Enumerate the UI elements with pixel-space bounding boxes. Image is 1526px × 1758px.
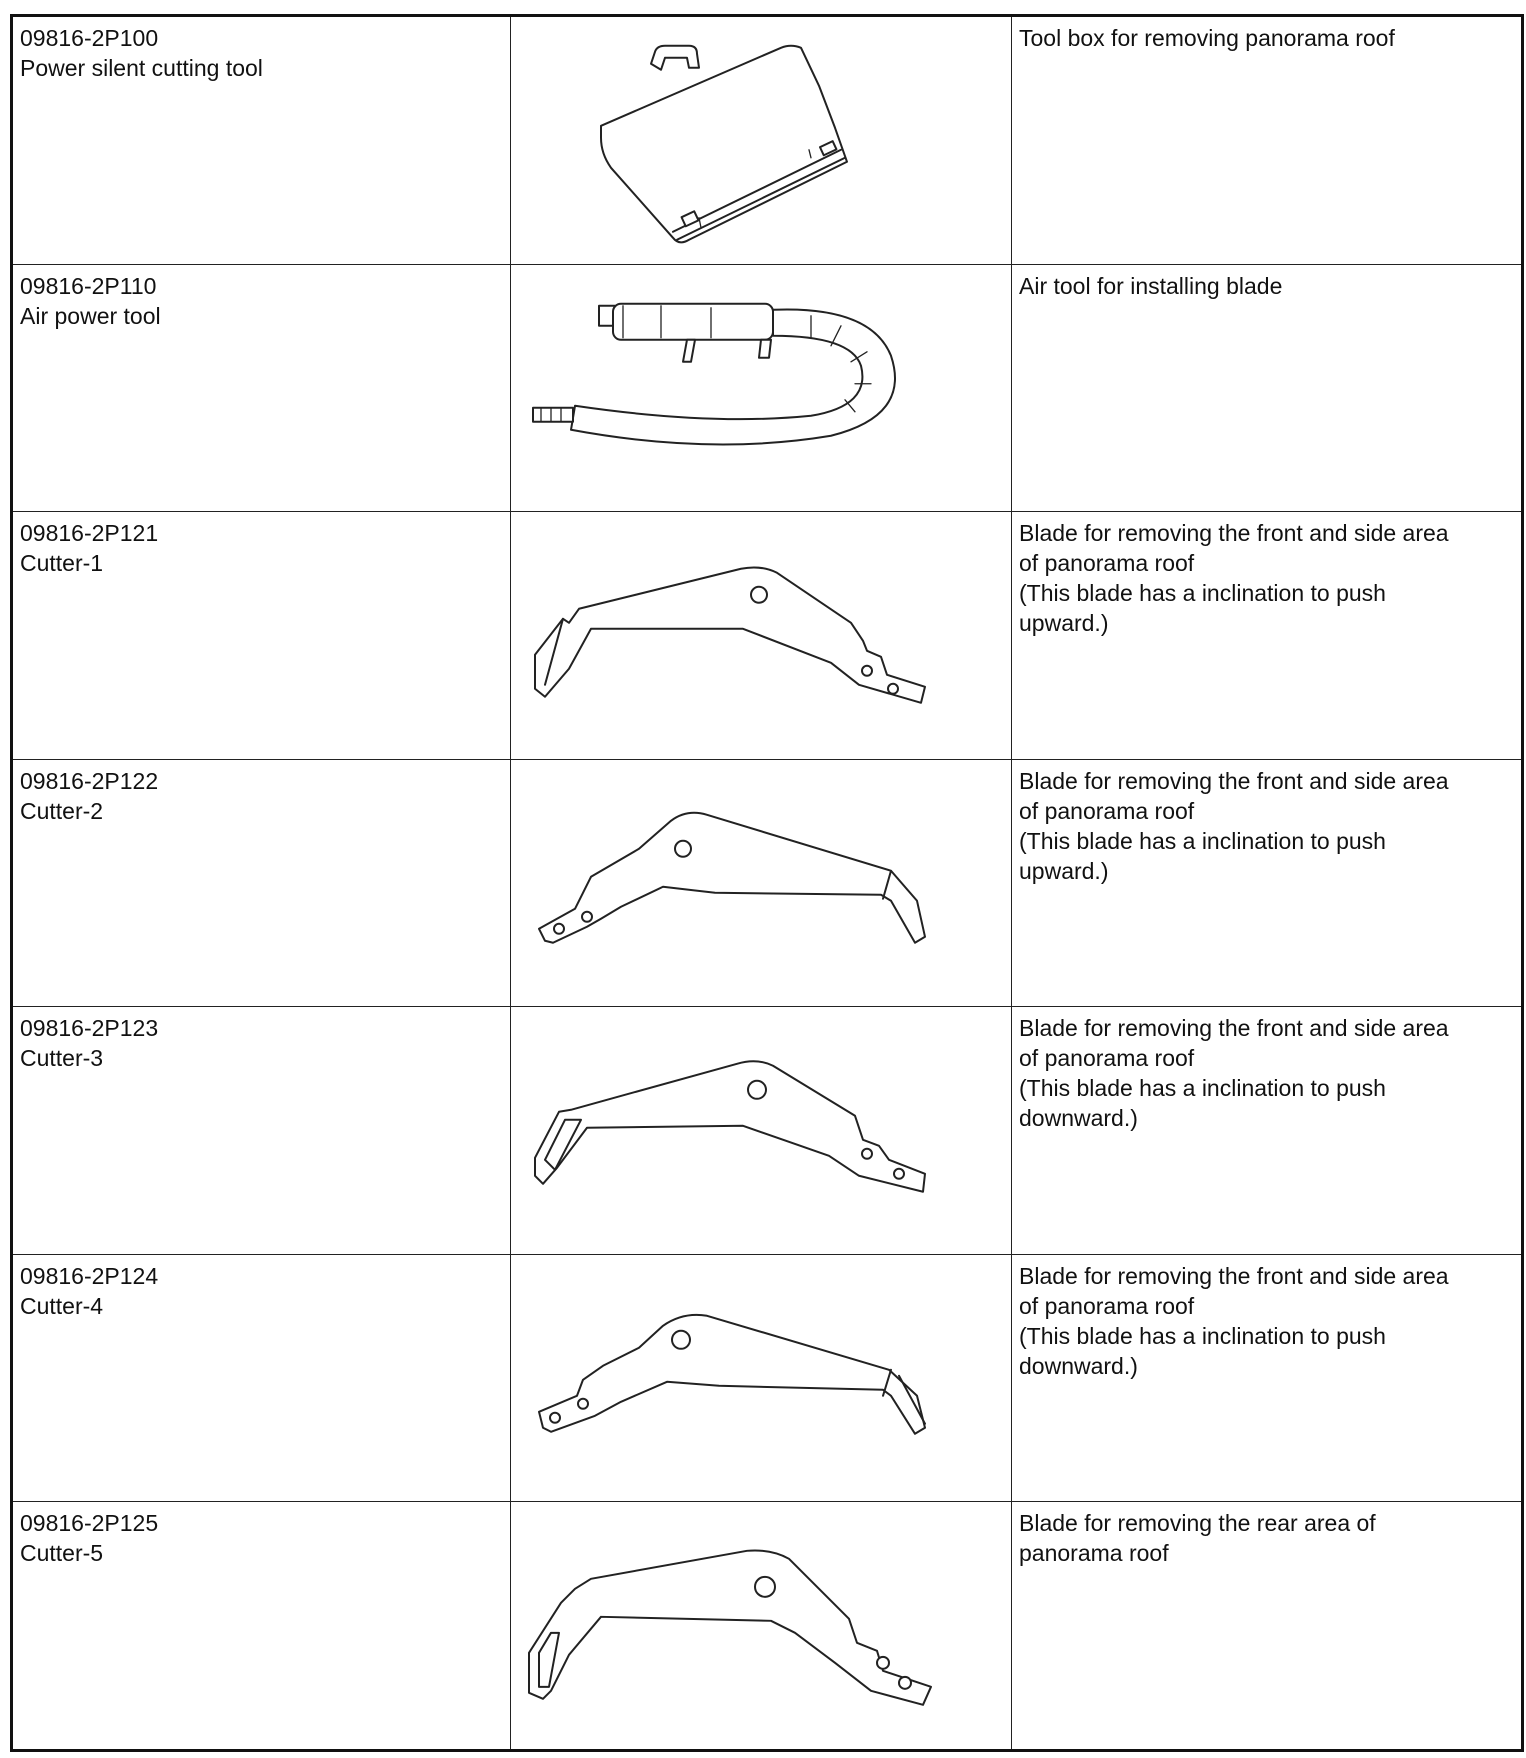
cutter-blade-illustration: [511, 512, 1011, 759]
tool-description-cell: [1012, 1502, 1523, 1751]
tool-code: 09816-2P121: [20, 520, 159, 547]
description-line: Blade for removing the front and side area: [1019, 1015, 1449, 1042]
description-line: Blade for removing the front and side area: [1019, 1262, 1449, 1289]
tool-id-cell: [12, 1254, 511, 1502]
tool-code: 09816-2P125: [20, 1510, 159, 1537]
description-line: of panorama roof: [1019, 1045, 1195, 1072]
description-line: of panorama roof: [1019, 550, 1195, 577]
tool-image-cell: [511, 512, 1012, 760]
description-line: Blade for removing the front and side area: [1019, 767, 1449, 794]
table-row: [12, 759, 1523, 1007]
description-line: Blade for removing the rear area of: [1019, 1510, 1376, 1537]
tool-image-cell: [511, 1007, 1012, 1255]
table-row: [12, 264, 1523, 512]
table-row: [12, 1254, 1523, 1502]
description-line: (This blade has a inclination to push: [1019, 580, 1386, 607]
tool-name: Air power tool: [20, 302, 161, 329]
description-line: (This blade has a inclination to push: [1019, 1322, 1386, 1349]
description-line: of panorama roof: [1019, 797, 1195, 824]
table-row: [12, 1502, 1523, 1751]
description-line: Blade for removing the front and side area: [1019, 520, 1449, 547]
tool-code: 09816-2P110: [20, 272, 157, 299]
tool-image-cell: [511, 16, 1012, 265]
description-line: downward.): [1019, 1352, 1138, 1379]
tool-image-cell: [511, 264, 1012, 512]
tool-description-cell: [1012, 512, 1523, 760]
tool-id-cell: [12, 264, 511, 512]
tool-description-cell: [1012, 264, 1523, 512]
cutter-blade-illustration: [511, 1007, 1011, 1254]
cutter-blade-illustration: [511, 1255, 1011, 1502]
tool-name: Cutter-1: [20, 550, 104, 577]
tool-image-cell: [511, 1254, 1012, 1502]
tool-description-cell: [1012, 1007, 1523, 1255]
table-row: [12, 1007, 1523, 1255]
description-line: upward.): [1019, 857, 1109, 884]
tool-name: Cutter-2: [20, 797, 104, 824]
air-power-tool-illustration: [511, 265, 1011, 512]
special-tools-table: [10, 14, 1524, 1752]
tool-id-cell: [12, 1007, 511, 1255]
tool-name: Cutter-4: [20, 1292, 104, 1319]
description-line: downward.): [1019, 1105, 1138, 1132]
description-line: upward.): [1019, 610, 1109, 637]
tool-code: 09816-2P100: [20, 25, 159, 51]
tool-image-cell: [511, 1502, 1012, 1751]
tool-description-cell: [1012, 1254, 1523, 1502]
tool-id-cell: [12, 512, 511, 760]
cutter-blade-illustration: [511, 760, 1011, 1007]
table-row: [12, 16, 1523, 265]
tool-description-cell: [1012, 759, 1523, 1007]
description-line: Air tool for installing blade: [1019, 272, 1283, 299]
tool-name: Cutter-3: [20, 1045, 104, 1072]
description-line: Tool box for removing panorama roof: [1019, 25, 1395, 51]
tool-code: 09816-2P122: [20, 767, 159, 794]
description-line: (This blade has a inclination to push: [1019, 1075, 1386, 1102]
cutter-blade-illustration: [511, 1502, 1011, 1749]
tool-name: Cutter-5: [20, 1540, 104, 1567]
tool-code: 09816-2P123: [20, 1015, 159, 1042]
table-row: [12, 512, 1523, 760]
description-line: (This blade has a inclination to push: [1019, 827, 1386, 854]
description-line: panorama roof: [1019, 1540, 1169, 1567]
tool-id-cell: [12, 16, 511, 265]
tool-description-cell: [1012, 16, 1523, 265]
description-line: of panorama roof: [1019, 1292, 1195, 1319]
tool-box-illustration: [511, 17, 1011, 264]
tool-id-cell: [12, 759, 511, 1007]
tool-code: 09816-2P124: [20, 1262, 159, 1289]
tool-id-cell: [12, 1502, 511, 1751]
tool-image-cell: [511, 759, 1012, 1007]
tool-name: Power silent cutting tool: [20, 55, 263, 81]
